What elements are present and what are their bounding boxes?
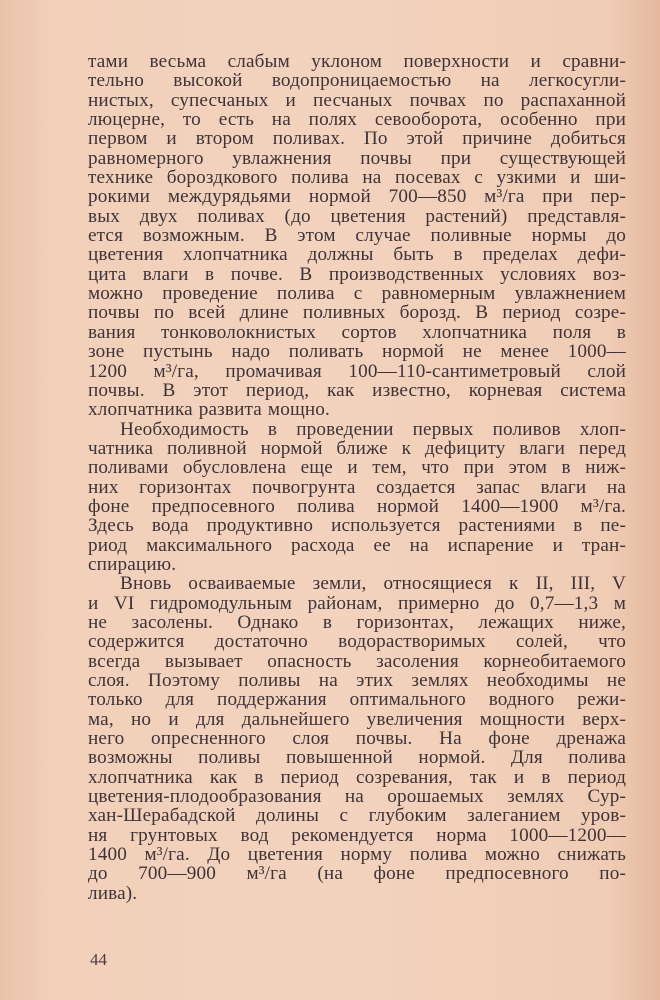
text-line: 1200 м³/га, промачивая 100—110-сантиметровый слой [88, 360, 626, 382]
text-line: него опресненного слоя почвы. На фоне дренажа [88, 728, 626, 750]
text-line: люцерне, то есть на полях севооборота, особенно при [88, 109, 626, 131]
text-line: ма, но и для дальнейшего увеличения мощности верх- [88, 708, 626, 730]
text-line: хлопчатника как в период созревания, так и в период [88, 766, 626, 788]
text-line: и VI гидромодульным районам, примерно до 0,7—1,3 м [88, 592, 626, 614]
text-line: вания тонковолокнистых сортов хлопчатника поля в [88, 321, 626, 343]
text-line: Необходимость в проведении первых поливов хлоп- [120, 418, 626, 440]
text-line: Здесь вода продуктивно используется растениями в пе- [88, 515, 626, 537]
text-line: спирацию. [88, 553, 177, 575]
text-line: можно проведение полива с равномерным увлажнением [88, 283, 626, 305]
text-line: первом и втором поливах. По этой причине добиться [88, 128, 626, 150]
text-line: фоне предпосевного полива нормой 1400—1900 м³/га. [88, 495, 626, 517]
text-line: чатника поливной нормой ближе к дефициту влаги перед [88, 437, 626, 459]
text-line: всегда вызывает опасность засоления корнеобитаемого [88, 650, 626, 672]
text-line: рокими междурядьями нормой 700—850 м³/га при пер- [88, 186, 626, 208]
text-line: содержится достаточно водорастворимых солей, что [88, 631, 626, 653]
text-line: не засолены. Однако в горизонтах, лежащих ниже, [88, 611, 626, 633]
text-line: цветения-плодообразования на орошаемых землях Сур- [88, 786, 626, 808]
text-line: цита влаги в почве. В производственных условиях воз- [88, 263, 626, 285]
text-line: технике бороздкового полива на посевах с узкими и ши- [88, 167, 626, 189]
page-body [88, 52, 626, 903]
text-line: хан-Шерабадской долины с глубоким залеганием уров- [88, 805, 626, 827]
text-line: 1400 м³/га. До цветения норму полива можно снижать [88, 844, 626, 866]
paragraph-2 [88, 420, 626, 575]
text-line: них горизонтах почвогрунта создается запас влаги на [88, 476, 626, 498]
text-line: только для поддержания оптимального водного режи- [88, 689, 626, 711]
paragraph-1 [88, 52, 626, 420]
text-line: тами весьма слабым уклоном поверхности и сравни- [88, 51, 626, 72]
text-line: Вновь осваиваемые земли, относящиеся к II, III, V [120, 573, 626, 595]
text-line: ется возможным. В этом случае поливные нормы до [88, 225, 626, 247]
text-line: лива). [88, 882, 138, 904]
text-line: возможны поливы повышенной нормой. Для полива [88, 747, 626, 769]
text-line: почвы по всей длине поливных борозд. В период созре- [88, 302, 626, 324]
text-line: хлопчатника развита мощно. [88, 399, 330, 421]
text-line: равномерного увлажнения почвы при существующей [88, 147, 626, 169]
text-line: поливами обусловлена еще и тем, что при этом в ниж- [88, 457, 626, 479]
text-line: риод максимального расхода ее на испарение и тран- [88, 534, 626, 556]
text-line: вых двух поливах (до цветения растений) представля- [88, 205, 626, 227]
text-line: почвы. В этот период, как известно, корневая система [88, 379, 626, 401]
page-number: 44 [90, 950, 107, 969]
text-line: тельно высокой водопроницаемостью на легкосугли- [88, 70, 626, 92]
text-line: нистых, супесчаных и песчаных почвах по распаханной [88, 89, 626, 111]
text-line: цветения хлопчатника должны быть в пределах дефи- [88, 244, 626, 266]
text-line: до 700—900 м³/га (на фоне предпосевного по- [88, 863, 626, 885]
text-line: ня грунтовых вод рекомендуется норма 1000—1200— [88, 824, 626, 846]
paragraph-3 [88, 574, 626, 903]
text-line: слоя. Поэтому поливы на этих землях необходимы не [88, 670, 626, 691]
text-line: зоне пустынь надо поливать нормой не менее 1000— [88, 341, 626, 363]
